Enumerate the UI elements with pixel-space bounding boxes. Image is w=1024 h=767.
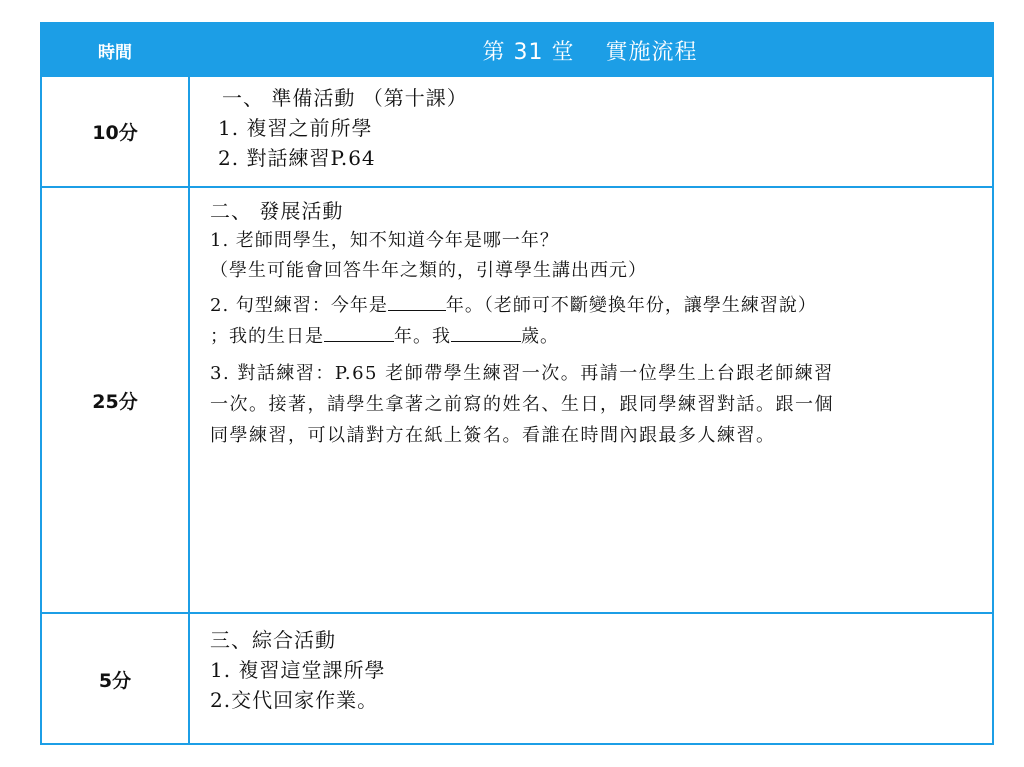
row-2-content [210, 196, 978, 451]
sentence-text: 年。我 [394, 326, 451, 347]
row-3-time: 5分 [98, 670, 132, 692]
list-item: 1. 複習這堂課所學 [210, 658, 386, 682]
time-column-header: 時間 [98, 43, 132, 63]
sentence-text: 年。（老師可不斷變換年份，讓學生練習說） [445, 295, 817, 316]
paragraph-line: 同學練習，可以請對方在紙上簽名。看誰在時間內跟最多人練習。 [210, 425, 776, 446]
paragraph-line: 3. 對話練習：P.65 老師帶學生練習一次。再請一位學生上台跟老師練習 [210, 363, 834, 384]
list-item: （學生可能會回答牛年之類的，引導學生講出西元） [210, 260, 647, 281]
fill-blank [388, 290, 446, 311]
row-1-time: 10分 [92, 122, 138, 144]
lesson-title: 第 31 堂 實施流程 [482, 40, 698, 65]
row-2-time: 25分 [92, 390, 138, 413]
row-1-content [210, 83, 978, 173]
sentence-text: 歲。 [521, 326, 559, 347]
list-item: 1. 老師問學生，知不知道今年是哪一年？ [210, 230, 559, 251]
lesson-plan-table [40, 22, 994, 745]
list-item: 1. 複習之前所學 [218, 116, 373, 140]
list-item [210, 321, 978, 352]
column-divider [188, 77, 190, 745]
list-item: 2. 對話練習P.64 [218, 146, 376, 170]
row-3-content [210, 625, 978, 715]
list-item [210, 290, 978, 321]
table-header [42, 24, 992, 77]
sentence-text: 2. 句型練習：今年是 [210, 295, 388, 316]
list-item: 2.交代回家作業。 [210, 688, 379, 712]
section-heading: 二、 發展活動 [210, 199, 344, 223]
sentence-text: ；我的生日是 [210, 326, 324, 347]
fill-blank [451, 321, 521, 342]
section-heading: 三、綜合活動 [210, 628, 336, 652]
section-heading: 一、 準備活動 （第十課） [222, 86, 468, 110]
paragraph-line: 一次。接著，請學生拿著之前寫的姓名、生日，跟同學練習對話。跟一個 [210, 394, 834, 415]
fill-blank [324, 321, 394, 342]
